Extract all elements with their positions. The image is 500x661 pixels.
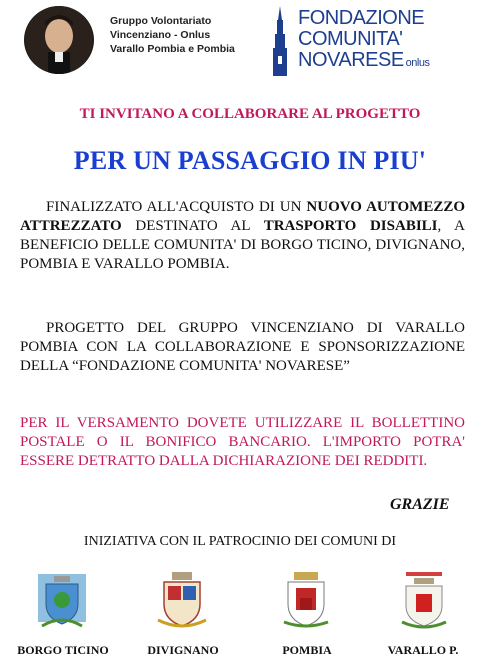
saint-portrait-image bbox=[24, 6, 94, 74]
fondazione-tower-logo bbox=[270, 6, 290, 76]
group-name: Gruppo Volontariato Vincenziano - Onlus Varallo Pombia e Pombia bbox=[110, 15, 235, 55]
paragraph-purpose: FINALIZZATO ALL'ACQUISTO DI UN NUOVO AUTOMEZZO ATTREZZATO DESTINATO AL TRASPORTO DISABILI, A BENEFICIO DELLE COMUNITA' DI BORGO TICINO, DIVIGNANO, POMBIA E VARALLO POMBIA. bbox=[20, 199, 465, 272]
payment-info: PER IL VERSAMENTO DOVETE UTILIZZARE IL BOLLETTINO POSTALE O IL BONIFICO BANCARIO. L'IMPORTO POTRA' ESSERE DETRATTO DALLA DICHIARAZIONE DEI REDDITI. bbox=[20, 415, 465, 469]
thanks-text: GRAZIE bbox=[390, 496, 450, 513]
borgo-ticino-crest-icon bbox=[34, 570, 90, 632]
comune-name: BORGO TICINO bbox=[17, 643, 109, 657]
varallo-pombia-crest-icon bbox=[396, 570, 452, 632]
comune-name: VARALLO P. bbox=[387, 643, 459, 657]
comune-name: POMBIA bbox=[282, 643, 332, 657]
fondazione-name: FONDAZIONE COMUNITA' NOVARESE onlus bbox=[298, 7, 430, 71]
divignano-crest-icon bbox=[154, 570, 210, 632]
project-title: PER UN PASSAGGIO IN PIU' bbox=[73, 146, 427, 175]
comune-name: DIVIGNANO bbox=[147, 643, 219, 657]
invite-heading: TI INVITANO A COLLABORARE AL PROGETTO bbox=[79, 106, 421, 122]
patronage-text: INIZIATIVA CON IL PATROCINIO DEI COMUNI DI bbox=[83, 534, 397, 549]
paragraph-sponsorship: PROGETTO DEL GRUPPO VINCENZIANO DI VARALLO POMBIA CON LA COLLABORAZIONE E SPONSORIZZAZIONE DELLA “FONDAZIONE COMUNITA' NOVARESE” bbox=[20, 320, 465, 374]
pombia-crest-icon bbox=[278, 570, 334, 632]
